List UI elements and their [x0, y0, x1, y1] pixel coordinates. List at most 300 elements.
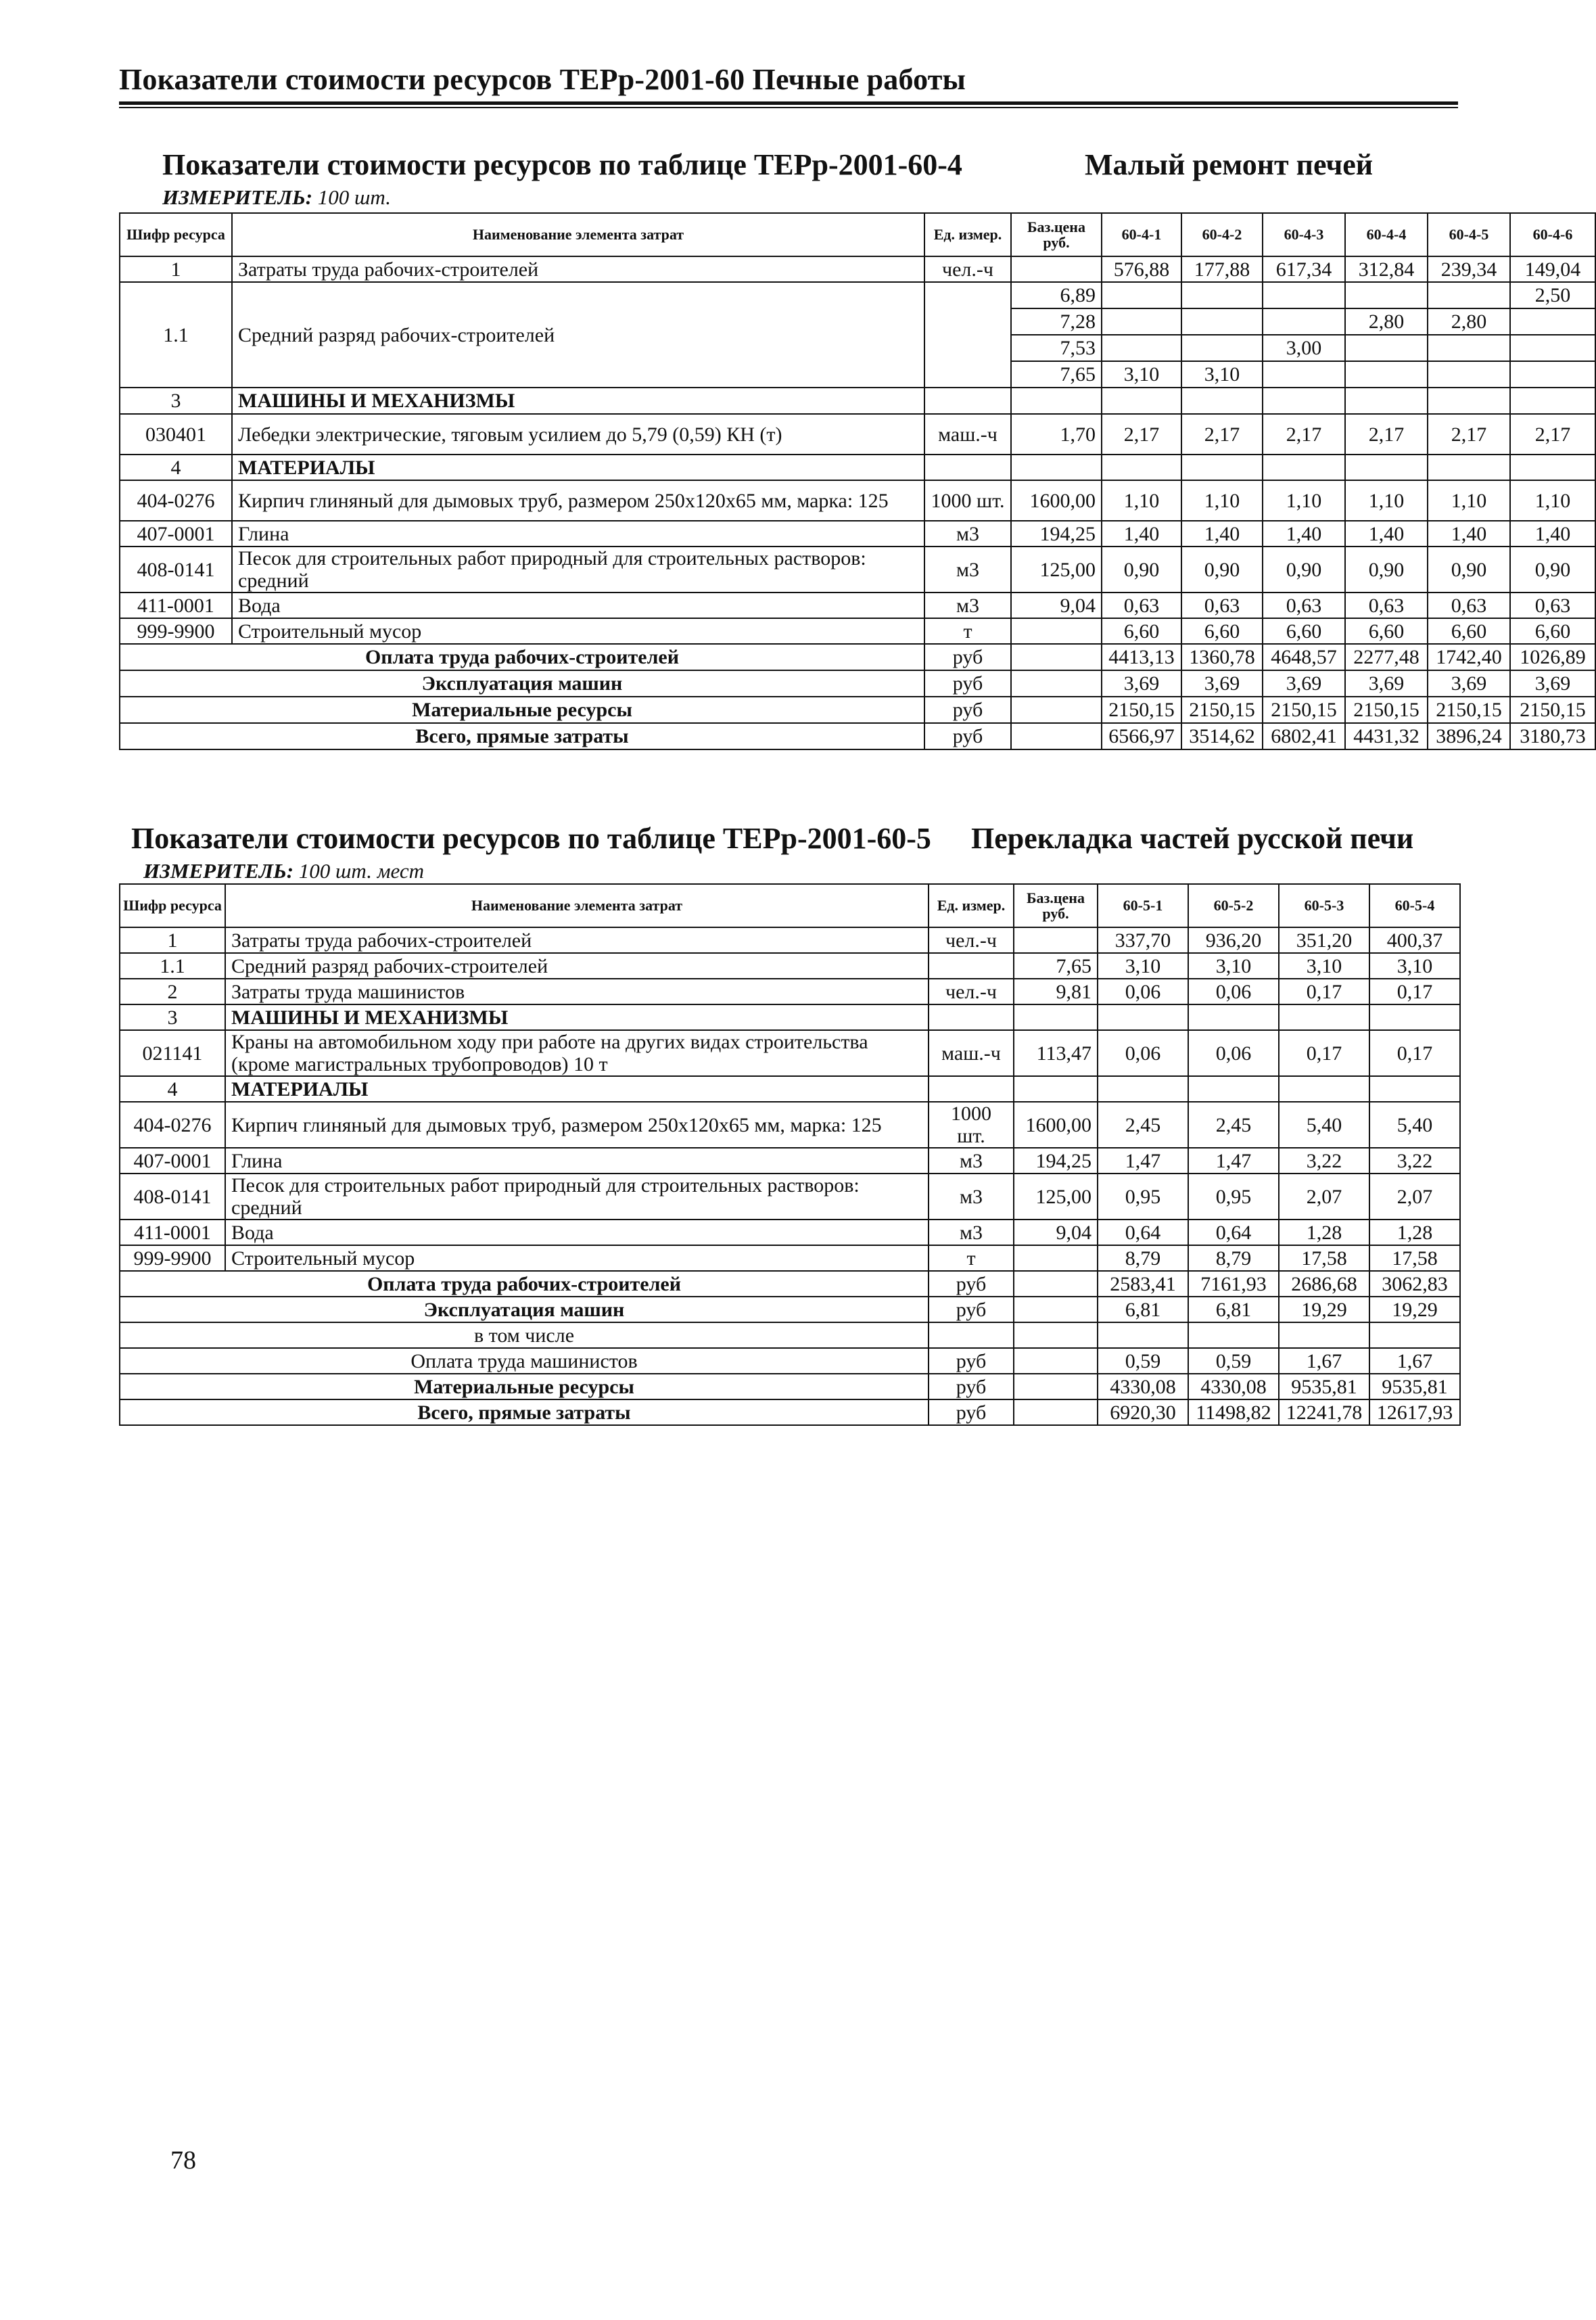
table-row	[120, 1030, 1460, 1076]
table-cell: Средний разряд рабочих-строителей	[232, 282, 924, 388]
table-cell: 4330,08	[1188, 1374, 1279, 1399]
header-rule	[119, 101, 1458, 105]
table-cell: 2150,15	[1345, 697, 1428, 723]
table-cell: 6,81	[1188, 1297, 1279, 1322]
table-row	[120, 927, 1460, 953]
table-cell	[1098, 1004, 1188, 1030]
table-cell: 3	[120, 1004, 225, 1030]
table-cell: 576,88	[1102, 256, 1181, 282]
table-row	[120, 388, 1595, 414]
table-cell	[1428, 335, 1510, 361]
table-cell: 0,06	[1188, 1030, 1279, 1076]
header-cell: 60-5-2	[1188, 884, 1279, 927]
table-cell: м3	[929, 1174, 1014, 1220]
table-cell	[1011, 670, 1102, 697]
table-cell	[1345, 335, 1428, 361]
table-cell: м3	[924, 521, 1011, 547]
table-cell	[1011, 697, 1102, 723]
table-cell: Вода	[225, 1220, 929, 1245]
table-cell: 9535,81	[1279, 1374, 1369, 1399]
table-cell	[1014, 927, 1098, 953]
table-cell: Глина	[232, 521, 924, 547]
table-cell: 9,04	[1011, 593, 1102, 618]
table-cell: 1.1	[120, 282, 232, 388]
table-cell: руб	[924, 644, 1011, 670]
table-cell	[1011, 644, 1102, 670]
table-row	[120, 593, 1595, 618]
table-cell: 125,00	[1014, 1174, 1098, 1220]
table-cell: 7,65	[1011, 361, 1102, 388]
table-cell	[1181, 388, 1263, 414]
table-cell	[1510, 388, 1595, 414]
table-cell: 1,67	[1279, 1348, 1369, 1374]
table-cell	[1181, 455, 1263, 480]
table-cell: Средний разряд рабочих-строителей	[225, 953, 929, 979]
table-cell	[1345, 282, 1428, 308]
table-cell: 0,06	[1188, 979, 1279, 1004]
totals-label: Оплата труда рабочих-строителей	[120, 1271, 929, 1297]
totals-row	[120, 644, 1595, 670]
table-cell: 4648,57	[1263, 644, 1345, 670]
table-cell	[1011, 723, 1102, 749]
table-cell: 11498,82	[1188, 1399, 1279, 1425]
table-cell: 1,70	[1011, 414, 1102, 455]
table-cell: 8,79	[1098, 1245, 1188, 1271]
table-cell: Вода	[232, 593, 924, 618]
table-row	[120, 547, 1595, 593]
totals-row	[120, 670, 1595, 697]
table-cell: 0,90	[1263, 547, 1345, 593]
table-60-4	[119, 212, 1596, 750]
table-cell	[1510, 361, 1595, 388]
totals-row	[120, 1322, 1460, 1348]
table-cell: т	[924, 618, 1011, 644]
table-cell: 2150,15	[1263, 697, 1345, 723]
table-cell: 1000 шт.	[929, 1102, 1014, 1148]
table-cell: 5,40	[1279, 1102, 1369, 1148]
table-cell: 0,95	[1098, 1174, 1188, 1220]
totals-label: Материальные ресурсы	[120, 1374, 929, 1399]
table-row	[120, 1220, 1460, 1245]
table-cell	[1345, 361, 1428, 388]
measure-value: 100 шт. мест	[298, 859, 424, 883]
table-cell: 999-9900	[120, 618, 232, 644]
table-cell: 19,29	[1279, 1297, 1369, 1322]
measure-label: ИЗМЕРИТЕЛЬ:	[162, 185, 313, 209]
table-cell	[1014, 1399, 1098, 1425]
table-row	[120, 1004, 1460, 1030]
table-cell: 2,45	[1098, 1102, 1188, 1148]
table-cell: МАШИНЫ И МЕХАНИЗМЫ	[232, 388, 924, 414]
totals-label: Всего, прямые затраты	[120, 723, 924, 749]
table-60-4-measure	[162, 185, 391, 210]
table-cell: 2,17	[1510, 414, 1595, 455]
table-60-5-title: Показатели стоимости ресурсов по таблице ТЕРр-2001-60-5	[131, 822, 931, 855]
table-60-5	[119, 883, 1461, 1426]
table-cell: 1600,00	[1011, 480, 1102, 521]
header-cell: Ед. измер.	[924, 213, 1011, 256]
table-cell: Кирпич глиняный для дымовых труб, размером 250х120х65 мм, марка: 125	[232, 480, 924, 521]
table-cell: 2,17	[1428, 414, 1510, 455]
table-cell: 6,60	[1181, 618, 1263, 644]
table-row	[120, 1076, 1460, 1102]
table-cell: 0,59	[1188, 1348, 1279, 1374]
table-cell	[929, 1004, 1014, 1030]
table-cell	[1369, 1076, 1460, 1102]
table-cell: 3,00	[1263, 335, 1345, 361]
table-cell: 1,47	[1098, 1148, 1188, 1174]
table-cell: 9,04	[1014, 1220, 1098, 1245]
table-cell: 2,45	[1188, 1102, 1279, 1148]
table-cell: 0,64	[1098, 1220, 1188, 1245]
table-cell: 3,10	[1369, 953, 1460, 979]
table-cell: чел.-ч	[929, 927, 1014, 953]
totals-row	[120, 723, 1595, 749]
table-cell: 4330,08	[1098, 1374, 1188, 1399]
table-cell: 1,67	[1369, 1348, 1460, 1374]
header-cell: Ед. измер.	[929, 884, 1014, 927]
table-cell: 3,10	[1102, 361, 1181, 388]
table-cell: 1,10	[1181, 480, 1263, 521]
table-cell	[1102, 335, 1181, 361]
table-cell: 617,34	[1263, 256, 1345, 282]
table-cell: 6,81	[1098, 1297, 1188, 1322]
table-cell: руб	[929, 1297, 1014, 1322]
table-cell: 1,10	[1428, 480, 1510, 521]
table-cell: МАШИНЫ И МЕХАНИЗМЫ	[225, 1004, 929, 1030]
table-cell	[1263, 361, 1345, 388]
table-cell	[1098, 1076, 1188, 1102]
table-cell: 407-0001	[120, 521, 232, 547]
table-cell: маш.-ч	[929, 1030, 1014, 1076]
table-cell: 1.1	[120, 953, 225, 979]
table-cell	[1188, 1322, 1279, 1348]
table-row	[120, 1174, 1460, 1220]
table-row	[120, 455, 1595, 480]
table-cell: 3,10	[1181, 361, 1263, 388]
table-cell: 0,64	[1188, 1220, 1279, 1245]
table-cell: руб	[929, 1374, 1014, 1399]
table-cell: 1360,78	[1181, 644, 1263, 670]
table-cell: 1,10	[1345, 480, 1428, 521]
table-cell: 6,60	[1345, 618, 1428, 644]
table-cell: 0,63	[1345, 593, 1428, 618]
table-cell	[1181, 282, 1263, 308]
table-cell: 404-0276	[120, 480, 232, 521]
table-cell: Строительный мусор	[232, 618, 924, 644]
table-cell: 404-0276	[120, 1102, 225, 1148]
table-cell: м3	[924, 547, 1011, 593]
header-cell: 60-5-3	[1279, 884, 1369, 927]
table-cell: 7,28	[1011, 308, 1102, 335]
table-cell	[1428, 455, 1510, 480]
totals-row	[120, 1271, 1460, 1297]
header-cell: Баз.цена руб.	[1014, 884, 1098, 927]
table-row	[120, 480, 1595, 521]
table-cell: руб	[929, 1399, 1014, 1425]
table-cell: 411-0001	[120, 593, 232, 618]
table-cell: 0,17	[1279, 1030, 1369, 1076]
table-cell: 411-0001	[120, 1220, 225, 1245]
table-cell: 351,20	[1279, 927, 1369, 953]
table-cell	[1102, 282, 1181, 308]
table-cell: руб	[929, 1271, 1014, 1297]
totals-label: Эксплуатация машин	[120, 1297, 929, 1322]
table-cell: 2150,15	[1510, 697, 1595, 723]
totals-label: Эксплуатация машин	[120, 670, 924, 697]
table-cell	[929, 953, 1014, 979]
table-cell	[1369, 1004, 1460, 1030]
table-cell: 194,25	[1014, 1148, 1098, 1174]
table-row	[120, 1245, 1460, 1271]
table-cell: 1,28	[1279, 1220, 1369, 1245]
table-cell: 0,17	[1279, 979, 1369, 1004]
table-cell: 4	[120, 1076, 225, 1102]
table-cell	[1014, 1322, 1098, 1348]
table-cell: руб	[929, 1348, 1014, 1374]
header-cell: 60-4-4	[1345, 213, 1428, 256]
table-cell	[1188, 1004, 1279, 1030]
table-cell: 1742,40	[1428, 644, 1510, 670]
table-cell: 3	[120, 388, 232, 414]
table-cell: чел.-ч	[924, 256, 1011, 282]
table-cell: 6,89	[1011, 282, 1102, 308]
table-cell: м3	[929, 1148, 1014, 1174]
table-cell	[1011, 388, 1102, 414]
table-cell: 1,47	[1188, 1148, 1279, 1174]
table-cell: 0,63	[1181, 593, 1263, 618]
table-cell: 2,17	[1345, 414, 1428, 455]
table-cell: 19,29	[1369, 1297, 1460, 1322]
table-cell: 3,69	[1428, 670, 1510, 697]
table-cell: 407-0001	[120, 1148, 225, 1174]
table-cell: 0,95	[1188, 1174, 1279, 1220]
header-cell: 60-4-5	[1428, 213, 1510, 256]
table-cell	[1369, 1322, 1460, 1348]
table-cell: Затраты труда машинистов	[225, 979, 929, 1004]
table-cell: 0,90	[1428, 547, 1510, 593]
table-cell: 0,63	[1263, 593, 1345, 618]
table-row	[120, 282, 1595, 308]
table-60-5-measure	[143, 859, 424, 883]
header-cell: 60-4-1	[1102, 213, 1181, 256]
page-header: Показатели стоимости ресурсов ТЕРр-2001-60 Печные работы	[119, 63, 966, 96]
table-cell: 2,07	[1369, 1174, 1460, 1220]
totals-label: Всего, прямые затраты	[120, 1399, 929, 1425]
table-cell	[924, 282, 1011, 388]
table-60-4-subtitle: Малый ремонт печей	[1085, 148, 1374, 181]
table-cell	[1014, 1374, 1098, 1399]
table-cell	[1014, 1297, 1098, 1322]
table-cell	[929, 1322, 1014, 1348]
table-cell: 1600,00	[1014, 1102, 1098, 1148]
table-cell: 239,34	[1428, 256, 1510, 282]
totals-label: Материальные ресурсы	[120, 697, 924, 723]
table-cell: МАТЕРИАЛЫ	[232, 455, 924, 480]
totals-label: в том числе	[120, 1322, 929, 1348]
table-row	[120, 618, 1595, 644]
table-cell: Глина	[225, 1148, 929, 1174]
table-cell: 6,60	[1510, 618, 1595, 644]
table-cell: Краны на автомобильном ходу при работе на других видах строительства (кроме магистральных трубопроводов) 10 т	[225, 1030, 929, 1076]
table-cell: 1,40	[1181, 521, 1263, 547]
table-cell: 4	[120, 455, 232, 480]
totals-row	[120, 1348, 1460, 1374]
table-cell	[1014, 1245, 1098, 1271]
table-cell: 1000 шт.	[924, 480, 1011, 521]
table-cell: 936,20	[1188, 927, 1279, 953]
table-cell: 0,90	[1181, 547, 1263, 593]
table-cell: 2,17	[1263, 414, 1345, 455]
table-cell: 3,22	[1279, 1148, 1369, 1174]
table-cell	[1428, 388, 1510, 414]
table-cell	[1102, 308, 1181, 335]
table-cell	[1263, 455, 1345, 480]
measure-value: 100 шт.	[317, 185, 391, 209]
table-cell: 2150,15	[1102, 697, 1181, 723]
table-cell	[924, 388, 1011, 414]
header-cell: Наименование элемента затрат	[225, 884, 929, 927]
table-cell: 8,79	[1188, 1245, 1279, 1271]
table-cell: 6802,41	[1263, 723, 1345, 749]
table-cell: 2150,15	[1181, 697, 1263, 723]
table-cell: 2277,48	[1345, 644, 1428, 670]
table-cell: 2,50	[1510, 282, 1595, 308]
table-row	[120, 414, 1595, 455]
table-cell: 6566,97	[1102, 723, 1181, 749]
table-cell: руб	[924, 670, 1011, 697]
table-cell: 3896,24	[1428, 723, 1510, 749]
table-cell: 1,10	[1102, 480, 1181, 521]
table-cell: 400,37	[1369, 927, 1460, 953]
table-cell: 7,65	[1014, 953, 1098, 979]
table-cell: 9535,81	[1369, 1374, 1460, 1399]
table-cell: 12617,93	[1369, 1399, 1460, 1425]
table-cell: 408-0141	[120, 547, 232, 593]
table-cell: 1,10	[1510, 480, 1595, 521]
table-cell: 4431,32	[1345, 723, 1428, 749]
table-cell: 312,84	[1345, 256, 1428, 282]
table-cell	[1279, 1076, 1369, 1102]
table-cell	[1014, 1076, 1098, 1102]
table-cell: 1,40	[1345, 521, 1428, 547]
table-cell: 3,69	[1345, 670, 1428, 697]
table-cell	[1014, 1004, 1098, 1030]
table-cell: 0,90	[1102, 547, 1181, 593]
table-cell: 3,69	[1510, 670, 1595, 697]
table-row	[120, 521, 1595, 547]
header-cell: Шифр ресурса	[120, 213, 232, 256]
table-cell	[1102, 455, 1181, 480]
table-cell	[1011, 256, 1102, 282]
table-cell: 1	[120, 256, 232, 282]
table-cell: чел.-ч	[929, 979, 1014, 1004]
table-60-4-title: Показатели стоимости ресурсов по таблице ТЕРр-2001-60-4	[162, 148, 962, 181]
table-cell: 1026,89	[1510, 644, 1595, 670]
table-cell: 337,70	[1098, 927, 1188, 953]
table-cell: Затраты труда рабочих-строителей	[225, 927, 929, 953]
header-rule-thin	[119, 107, 1458, 108]
table-cell: 408-0141	[120, 1174, 225, 1220]
table-cell: маш.-ч	[924, 414, 1011, 455]
table-cell: 7,53	[1011, 335, 1102, 361]
table-cell: 3,10	[1098, 953, 1188, 979]
table-cell: 0,63	[1510, 593, 1595, 618]
table-cell: 6,60	[1428, 618, 1510, 644]
table-cell: 6,60	[1102, 618, 1181, 644]
table-cell: 0,17	[1369, 1030, 1460, 1076]
table-cell: т	[929, 1245, 1014, 1271]
table-cell: 3,69	[1181, 670, 1263, 697]
table-row	[120, 1102, 1460, 1148]
table-cell	[1263, 308, 1345, 335]
table-cell: 6920,30	[1098, 1399, 1188, 1425]
table-cell: 2,80	[1428, 308, 1510, 335]
header-cell: 60-5-4	[1369, 884, 1460, 927]
table-cell	[1014, 1348, 1098, 1374]
header-cell: 60-4-3	[1263, 213, 1345, 256]
table-cell: 0,90	[1510, 547, 1595, 593]
table-cell: 999-9900	[120, 1245, 225, 1271]
table-cell: м3	[929, 1220, 1014, 1245]
table-cell: 3,69	[1102, 670, 1181, 697]
totals-row	[120, 1297, 1460, 1322]
table-cell: 2686,68	[1279, 1271, 1369, 1297]
table-cell: 2583,41	[1098, 1271, 1188, 1297]
table-cell: 1,40	[1263, 521, 1345, 547]
header-cell: Шифр ресурса	[120, 884, 225, 927]
table-row	[120, 256, 1595, 282]
table-cell: 2,17	[1181, 414, 1263, 455]
table-cell: 3,10	[1188, 953, 1279, 979]
header-cell: 60-4-2	[1181, 213, 1263, 256]
table-cell: м3	[924, 593, 1011, 618]
table-cell: 125,00	[1011, 547, 1102, 593]
table-header-row	[120, 213, 1595, 256]
table-cell: 5,40	[1369, 1102, 1460, 1148]
table-cell: 149,04	[1510, 256, 1595, 282]
table-cell: 0,63	[1102, 593, 1181, 618]
table-cell: 3,10	[1279, 953, 1369, 979]
table-cell: МАТЕРИАЛЫ	[225, 1076, 929, 1102]
table-cell	[1428, 282, 1510, 308]
table-cell	[1510, 308, 1595, 335]
table-row	[120, 1148, 1460, 1174]
table-cell	[1510, 335, 1595, 361]
table-cell: 3,22	[1369, 1148, 1460, 1174]
table-cell: 2,07	[1279, 1174, 1369, 1220]
table-cell	[1279, 1004, 1369, 1030]
table-cell	[1011, 455, 1102, 480]
table-cell: 1,28	[1369, 1220, 1460, 1245]
table-cell	[1345, 455, 1428, 480]
table-cell	[924, 455, 1011, 480]
table-cell	[1014, 1271, 1098, 1297]
table-cell: 4413,13	[1102, 644, 1181, 670]
totals-row	[120, 697, 1595, 723]
table-cell	[1510, 455, 1595, 480]
table-cell: 9,81	[1014, 979, 1098, 1004]
table-cell: 0,63	[1428, 593, 1510, 618]
table-cell	[1263, 388, 1345, 414]
table-cell: 2150,15	[1428, 697, 1510, 723]
table-cell	[1098, 1322, 1188, 1348]
table-cell: 113,47	[1014, 1030, 1098, 1076]
table-cell	[1345, 388, 1428, 414]
table-cell: Затраты труда рабочих-строителей	[232, 256, 924, 282]
table-cell: 0,59	[1098, 1348, 1188, 1374]
table-cell	[1181, 308, 1263, 335]
